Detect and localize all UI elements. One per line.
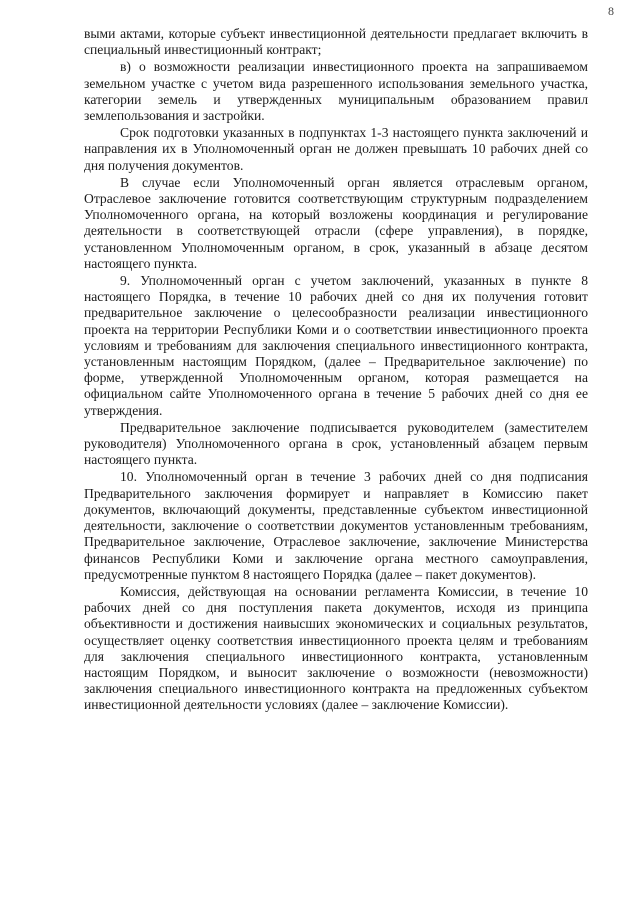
document-body	[84, 26, 588, 715]
paragraph-subitem-v: в) о возможности реализации инвестиционного проекта на запрашиваемом земельном участке с учетом вида разрешенного использования земельного участка, категории земель и утвержденных муниципальным образованием правил землепользования и застройки.	[84, 59, 588, 124]
page-number: 8	[608, 4, 614, 18]
paragraph-sectoral-body: В случае если Уполномоченный орган является отраслевым органом, Отраслевое заключение готовится соответствующим структурным подразделением Уполномоченного органа, на который возложены координация и регулирование деятельности в соответствующей отрасли (сфере управления), в порядке, установленном Уполномоченным органом, в срок, указанный в абзаце десятом настоящего пункта.	[84, 174, 588, 271]
paragraph-clause-9: 9. Уполномоченный орган с учетом заключений, указанных в пункте 8 настоящего Порядка, в течение 10 рабочих дней со дня их получения готовит предварительное заключение о целесообразности реализации инвестиционного проекта на территории Республики Коми и о соответствии инвестиционного проекта условиям и требованиям для заключения специального инвестиционного контракта, установленным настоящим Порядком, (далее – Предварительное заключение) по форме, утвержденной Уполномоченным органом, которая размещается на официальном сайте Уполномоченного органа в течение 5 рабочих дней со дня ее утверждения.	[84, 273, 588, 418]
paragraph-signing: Предварительное заключение подписывается руководителем (заместителем руководителя) Уполномоченного органа в срок, установленный абзацем первым настоящего пункта.	[84, 419, 588, 468]
paragraph-commission: Комиссия, действующая на основании регламента Комиссии, в течение 10 рабочих дней со дня поступления пакета документов, исходя из принципа объективности и достижения наивысших экономических и социальных результатов, осуществляет оценку соответствия инвестиционного проекта целям и требованиям для заключения специального инвестиционного контракта, установленным настоящим Порядком, и выносит заключение о возможности (невозможности) заключения специального инвестиционного контракта на предложенных субъектом инвестиционной деятельности условиях (далее – заключение Комиссии).	[84, 583, 588, 713]
paragraph-continuation: выми актами, которые субъект инвестиционной деятельности предлагает включить в специальный инвестиционный контракт;	[84, 26, 588, 58]
paragraph-clause-10: 10. Уполномоченный орган в течение 3 рабочих дней со дня подписания Предварительного заключения формирует и направляет в Комиссию пакет документов, включающий документы, представленные субъектом инвестиционной деятельности, заключение о соответствии документов установленным требованиям, Предварительное заключение, Отраслевое заключение, заключение Министерства финансов Республики Коми и заключение органа местного самоуправления, предусмотренные пунктом 8 настоящего Порядка (далее – пакет документов).	[84, 469, 588, 582]
paragraph-deadline: Срок подготовки указанных в подпунктах 1-3 настоящего пункта заключений и направления их в Уполномоченный орган не должен превышать 10 рабочих дней со дня получения документов.	[84, 125, 588, 173]
